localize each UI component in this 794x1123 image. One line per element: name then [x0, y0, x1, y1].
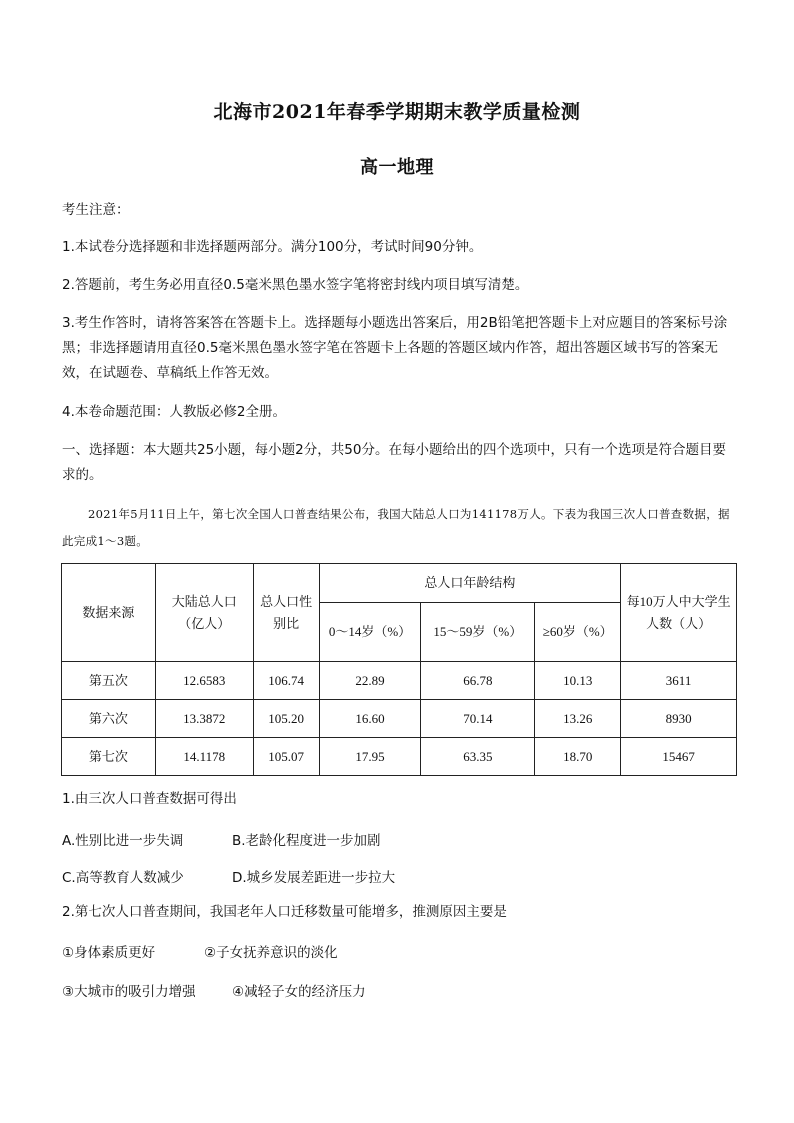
cell-age-0-14: 16.60	[319, 700, 421, 738]
notice-item-4: 4.本卷命题范围：人教版必修2全册。	[62, 404, 286, 420]
question-1-stem: 1.由三次人口普查数据可得出	[62, 791, 237, 807]
header-total-population: 大陆总人口（亿人）	[155, 564, 253, 662]
question-material: 2021年5月11日上午，第七次全国人口普查结果公布，我国大陆总人口为141178万人。下表为我国三次人口普查数据，据此完成1～3题。	[62, 507, 730, 548]
header-age-structure: 总人口年龄结构	[319, 564, 621, 603]
cell-source: 第六次	[62, 700, 156, 738]
cell-source: 第五次	[62, 662, 156, 700]
question-1-option-c: C.高等教育人数减少	[62, 870, 184, 886]
question-1-option-d: D.城乡发展差距进一步拉大	[232, 870, 396, 886]
cell-total: 12.6583	[155, 662, 253, 700]
question-2-item-4: ④减轻子女的经济压力	[232, 984, 366, 1000]
cell-age-60: 10.13	[535, 662, 621, 700]
exam-subject: 高一地理	[360, 157, 434, 178]
table-row	[62, 662, 737, 700]
cell-sex-ratio: 105.20	[253, 700, 319, 738]
cell-age-60: 18.70	[535, 738, 621, 776]
header-sex-ratio: 总人口性别比	[253, 564, 319, 662]
cell-age-0-14: 22.89	[319, 662, 421, 700]
cell-age-15-59: 70.14	[421, 700, 535, 738]
table-row	[62, 738, 737, 776]
header-age-0-14: 0～14岁（%）	[319, 603, 421, 662]
cell-total: 13.3872	[155, 700, 253, 738]
notice-item-2: 2.答题前，考生务必用直径0.5毫米黑色墨水签字笔将密封线内项目填写清楚。	[62, 277, 529, 293]
cell-college: 8930	[621, 700, 737, 738]
cell-age-15-59: 63.35	[421, 738, 535, 776]
question-2-stem: 2.第七次人口普查期间，我国老年人口迁移数量可能增多，推测原因主要是	[62, 904, 507, 920]
header-age-15-59: 15～59岁（%）	[421, 603, 535, 662]
cell-sex-ratio: 106.74	[253, 662, 319, 700]
header-age-60: ≥60岁（%）	[535, 603, 621, 662]
cell-age-0-14: 17.95	[319, 738, 421, 776]
question-1-option-b: B.老龄化程度进一步加剧	[232, 833, 381, 849]
notice-item-1: 1.本试卷分选择题和非选择题两部分。满分100分，考试时间90分钟。	[62, 239, 483, 255]
cell-total: 14.1178	[155, 738, 253, 776]
notice-item-3: 3.考生作答时，请将答案答在答题卡上。选择题每小题选出答案后，用2B铅笔把答题卡上对应题目的答案标号涂黑；非选择题请用直径0.5毫米黑色墨水签字笔在答题卡上各题的答题区域内作答，超出答题区域书写的答案无效，在试题卷、草稿纸上作答无效。	[62, 315, 728, 381]
question-2-item-3: ③大城市的吸引力增强	[62, 984, 196, 1000]
header-college: 每10万人中大学生人数（人）	[621, 564, 737, 662]
header-source: 数据来源	[62, 564, 156, 662]
section-heading: 一、选择题：本大题共25小题，每小题2分，共50分。在每小题给出的四个选项中，只有一个选项是符合题目要求的。	[62, 442, 726, 483]
table-row	[62, 700, 737, 738]
cell-age-60: 13.26	[535, 700, 621, 738]
cell-age-15-59: 66.78	[421, 662, 535, 700]
census-table	[61, 563, 737, 776]
exam-title: 北海市2021年春季学期期末教学质量检测	[213, 101, 581, 123]
cell-source: 第七次	[62, 738, 156, 776]
cell-sex-ratio: 105.07	[253, 738, 319, 776]
cell-college: 3611	[621, 662, 737, 700]
question-1-option-a: A.性别比进一步失调	[62, 833, 184, 849]
question-2-item-2: ②子女抚养意识的淡化	[204, 945, 338, 961]
question-2-item-1: ①身体素质更好	[62, 945, 156, 961]
cell-college: 15467	[621, 738, 737, 776]
notice-heading: 考生注意：	[62, 202, 130, 218]
